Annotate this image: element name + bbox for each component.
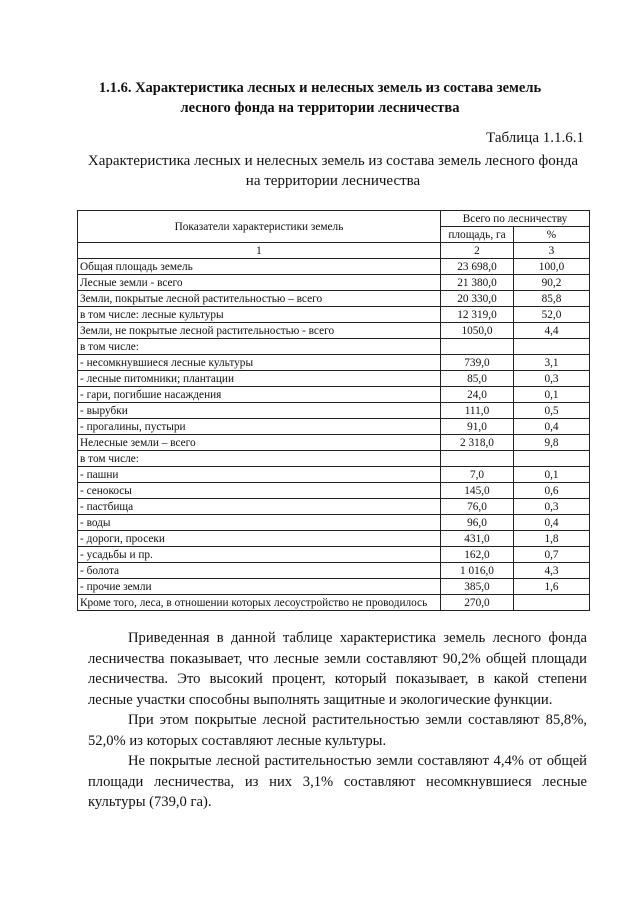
row-label: - усадьбы и пр.	[78, 547, 441, 563]
row-label: в том числе: лесные культуры	[78, 307, 441, 323]
row-area: 385,0	[441, 579, 514, 595]
row-label: Земли, не покрытые лесной растительностью - всего	[78, 323, 441, 339]
table-row	[78, 499, 590, 515]
table-row	[78, 323, 590, 339]
row-area: 85,0	[441, 371, 514, 387]
column-number-2: 2	[441, 243, 514, 259]
row-percent: 4,3	[514, 563, 590, 579]
row-label: Лесные земли - всего	[78, 275, 441, 291]
row-label: - гари, погибшие насаждения	[78, 387, 441, 403]
section-heading-line-1: 1.1.6. Характеристика лесных и нелесных земель из состава земель	[98, 80, 542, 96]
table-caption: Таблица 1.1.6.1	[486, 130, 584, 146]
table-title-line-1: Характеристика лесных и нелесных земель из состава земель лесного фонда	[87, 153, 579, 169]
row-label: - лесные питомники; плантации	[78, 371, 441, 387]
row-percent: 0,6	[514, 483, 590, 499]
footer-percent	[514, 595, 590, 611]
table-row	[78, 467, 590, 483]
row-percent: 0,3	[514, 499, 590, 515]
row-percent: 0,1	[514, 467, 590, 483]
table-column-numbers-row	[78, 243, 590, 259]
row-percent: 0,3	[514, 371, 590, 387]
row-label: - пашни	[78, 467, 441, 483]
table-title	[78, 151, 588, 191]
row-percent: 0,5	[514, 403, 590, 419]
table-row	[78, 563, 590, 579]
table-row	[78, 579, 590, 595]
row-percent: 4,4	[514, 323, 590, 339]
table-row	[78, 355, 590, 371]
row-percent: 0,4	[514, 515, 590, 531]
row-label: - прогалины, пустыри	[78, 419, 441, 435]
row-label: - болота	[78, 563, 441, 579]
row-area: 145,0	[441, 483, 514, 499]
footer-label: Кроме того, леса, в отношении которых лесоустройство не проводилось	[78, 595, 441, 611]
row-area: 7,0	[441, 467, 514, 483]
row-percent: 85,8	[514, 291, 590, 307]
table-row	[78, 547, 590, 563]
table-row	[78, 339, 590, 355]
row-percent: 100,0	[514, 259, 590, 275]
row-area: 111,0	[441, 403, 514, 419]
row-area: 21 380,0	[441, 275, 514, 291]
table-row	[78, 259, 590, 275]
row-label: Земли, покрытые лесной растительностью – всего	[78, 291, 441, 307]
analysis-text	[88, 628, 587, 813]
row-percent: 0,4	[514, 419, 590, 435]
table-row	[78, 515, 590, 531]
column-number-1: 1	[78, 243, 441, 259]
row-label: - вырубки	[78, 403, 441, 419]
header-area: площадь, га	[441, 227, 514, 243]
row-percent: 1,8	[514, 531, 590, 547]
table-row	[78, 451, 590, 467]
land-characteristics-table	[77, 210, 590, 611]
row-label: - прочие земли	[78, 579, 441, 595]
row-area	[441, 451, 514, 467]
row-area: 76,0	[441, 499, 514, 515]
row-area: 12 319,0	[441, 307, 514, 323]
row-percent: 0,1	[514, 387, 590, 403]
row-percent: 90,2	[514, 275, 590, 291]
table-row	[78, 435, 590, 451]
section-heading-line-2: лесного фонда на территории лесничества	[180, 100, 460, 116]
row-area: 23 698,0	[441, 259, 514, 275]
row-percent	[514, 339, 590, 355]
row-label: Общая площадь земель	[78, 259, 441, 275]
analysis-paragraph-1: Приведенная в данной таблице характеристика земель лесного фонда лесничества показывает, что лесные земли составляют 90,2% общей площади лесничества. Это высокий процент, который показывает, в какой степени лесные участки способны выполнять защитные и экологические функции.	[88, 630, 587, 708]
row-area: 1050,0	[441, 323, 514, 339]
row-label: - пастбища	[78, 499, 441, 515]
table-row	[78, 531, 590, 547]
table-row	[78, 307, 590, 323]
row-area: 96,0	[441, 515, 514, 531]
table-row	[78, 419, 590, 435]
row-area: 20 330,0	[441, 291, 514, 307]
table-title-line-2: на территории лесничества	[245, 173, 421, 189]
row-label: - воды	[78, 515, 441, 531]
row-area: 162,0	[441, 547, 514, 563]
row-area	[441, 339, 514, 355]
row-percent: 52,0	[514, 307, 590, 323]
row-area: 2 318,0	[441, 435, 514, 451]
row-label: - сенокосы	[78, 483, 441, 499]
table-row	[78, 291, 590, 307]
row-label: в том числе:	[78, 339, 441, 355]
row-percent	[514, 451, 590, 467]
row-area: 24,0	[441, 387, 514, 403]
row-percent: 0,7	[514, 547, 590, 563]
section-heading	[90, 78, 550, 118]
row-label: в том числе:	[78, 451, 441, 467]
table-row	[78, 387, 590, 403]
row-area: 91,0	[441, 419, 514, 435]
row-label: Нелесные земли – всего	[78, 435, 441, 451]
header-total-forestry: Всего по лесничеству	[441, 211, 590, 227]
analysis-paragraph-2: При этом покрытые лесной растительностью земли составляют 85,8%, 52,0% из которых составляют лесные культуры.	[88, 712, 587, 749]
table-row	[78, 275, 590, 291]
row-percent: 1,6	[514, 579, 590, 595]
table-row	[78, 483, 590, 499]
row-percent: 3,1	[514, 355, 590, 371]
row-area: 431,0	[441, 531, 514, 547]
header-percent: %	[514, 227, 590, 243]
row-area: 739,0	[441, 355, 514, 371]
footer-area: 270,0	[441, 595, 514, 611]
header-indicators: Показатели характеристики земель	[78, 211, 441, 243]
row-percent: 9,8	[514, 435, 590, 451]
row-label: - дороги, просеки	[78, 531, 441, 547]
table-header-row	[78, 211, 590, 227]
row-label: - несомкнувшиеся лесные культуры	[78, 355, 441, 371]
table-row	[78, 371, 590, 387]
table-footer-row	[78, 595, 590, 611]
table-body	[78, 259, 590, 595]
table-row	[78, 403, 590, 419]
column-number-3: 3	[514, 243, 590, 259]
row-area: 1 016,0	[441, 563, 514, 579]
analysis-paragraph-3: Не покрытые лесной растительностью земли составляют 4,4% от общей площади лесничества, из них 3,1% составляют несомкнувшиеся лесные культуры (739,0 га).	[88, 753, 587, 810]
